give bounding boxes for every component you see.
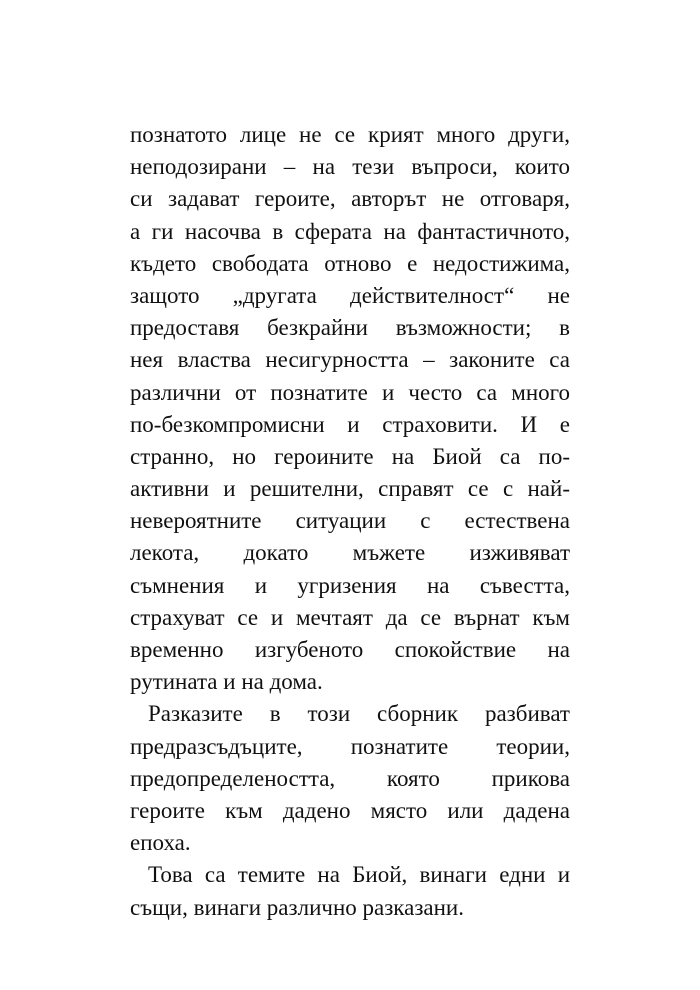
- text-line: неподозирани – на тези въпроси, които: [130, 154, 570, 180]
- text-line: където свободата отново е недостижима,: [130, 250, 570, 276]
- paragraph-2: [130, 698, 570, 859]
- text-line: рутината и на дома.: [130, 669, 323, 695]
- text-line: предоставя безкрайни възможности; в: [130, 315, 570, 341]
- text-line: Това са темите на Биой, винаги едни и: [148, 862, 570, 888]
- text-line: епоха.: [130, 830, 191, 856]
- text-line: Разказите в този сборник разбиват: [148, 701, 570, 727]
- paragraph-1: [130, 119, 570, 698]
- text-line: същи, винаги различно разказани.: [130, 894, 464, 920]
- text-line: временно изгубеното спокойствие на: [130, 637, 570, 662]
- paragraph-3: [130, 859, 570, 923]
- body-text: [130, 119, 570, 924]
- text-line: предразсъдъците, познатите теории,: [130, 733, 570, 759]
- text-line: предопределеността, която прикова: [130, 765, 570, 791]
- text-line: невероятните ситуации с естествена: [130, 508, 570, 534]
- text-line: защото „другата действителност“ не: [130, 282, 570, 308]
- text-line: а ги насочва в сферата на фантастичното,: [130, 218, 570, 244]
- text-line: страхуват се и мечтаят да се върнат към: [130, 604, 570, 630]
- text-line: различни от познатите и често са много: [130, 379, 570, 405]
- text-line: по-безкомпромисни и страховити. И е: [130, 411, 570, 437]
- text-line: героите към дадено място или дадена: [130, 797, 570, 823]
- text-line: си задават героите, авторът не отговаря,: [130, 186, 570, 212]
- text-line: лекота, докато мъжете изживяват: [130, 540, 570, 566]
- text-line: активни и решителни, справят се с най-: [130, 476, 570, 502]
- text-line: съмнения и угризения на съвестта,: [130, 572, 570, 598]
- text-line: нея властва несигурността – законите са: [130, 347, 570, 373]
- text-line: познатото лице не се крият много други,: [130, 122, 570, 147]
- text-line: странно, но героините на Биой са по-: [130, 443, 570, 469]
